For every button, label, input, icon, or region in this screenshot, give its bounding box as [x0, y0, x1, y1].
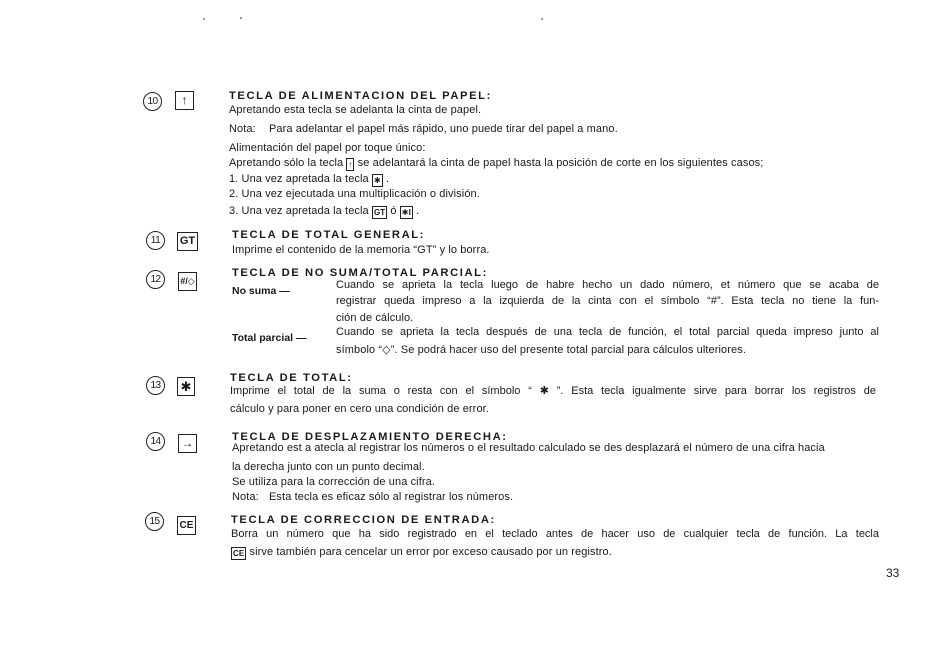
text-line: Borra un número que ha sido registrado en el teclado antes de hacer uso de cualquier tecla de función. La tecla: [231, 528, 879, 540]
clear-entry-key-icon: CE: [177, 516, 196, 535]
section-title: TECLA DE DESPLAZAMIENTO DERECHA:: [232, 431, 508, 443]
total-key-icon: ✱: [373, 176, 381, 185]
gt-key-icon: GT: [373, 208, 386, 217]
right-shift-arrow-icon: →: [178, 434, 197, 453]
text-line: registrar queda impreso a la izquierda de la cinta con el símbolo “#”. Esta tecla no tiene la fun-: [336, 295, 879, 307]
scan-speck: [240, 17, 242, 19]
section-title: TECLA DE CORRECCION DE ENTRADA:: [231, 514, 496, 526]
list-item: [229, 173, 389, 187]
text-line: cálculo y para poner en cero una condición de error.: [230, 403, 489, 415]
text-line: Imprime el contenido de la memoria “GT” y lo borra.: [232, 244, 490, 256]
section-number-13: 13: [146, 376, 165, 395]
text-line: ción de cálculo.: [336, 312, 414, 324]
text-fragment: se adelantará la cinta de papel hasta la posición de corte en los siguientes casos;: [357, 157, 764, 169]
paper-feed-key-icon: [175, 91, 194, 110]
text-line: Cuando se aprieta la tecla después de una tecla de función, el total parcial queda impreso junto al: [336, 326, 879, 338]
non-add-subtotal-key-icon: #/◇: [178, 272, 197, 291]
section-number-12: 12: [146, 270, 165, 289]
text-line: símbolo “◇”. Se podrá hacer uso del presente total parcial para cálculos ulteriores.: [336, 344, 747, 356]
section-title: TECLA DE ALIMENTACION DEL PAPEL:: [229, 90, 492, 102]
list-item-text: 1. Una vez apretada la tecla: [229, 173, 369, 185]
section-title: TECLA DE NO SUMA/TOTAL PARCIAL:: [232, 267, 488, 279]
note-text: Para adelantar el papel más rápido, uno puede tirar del papel a mano.: [269, 123, 618, 135]
text-fragment: sirve también para cencelar un error por exceso causado por un registro.: [249, 546, 612, 558]
text-line: Se utiliza para la corrección de una cifra.: [232, 476, 436, 488]
text-line: Apretando esta tecla se adelanta la cinta de papel.: [229, 104, 482, 116]
list-item-text: 3. Una vez apretada la tecla: [229, 205, 369, 217]
text-line: [231, 546, 612, 560]
text-line: Imprime el total de la suma o resta con el símbolo “ ✱ ”. Esta tecla igualmente sirve para borrar los registros de: [230, 385, 876, 397]
scan-speck: [541, 18, 543, 20]
section-title: TECLA DE TOTAL GENERAL:: [232, 229, 426, 241]
punctuation: .: [416, 205, 420, 217]
note-label: Nota:: [232, 491, 259, 503]
list-item: 2. Una vez ejecutada una multiplicación o división.: [229, 188, 480, 200]
section-title: TECLA DE TOTAL:: [230, 372, 353, 384]
text-line: Apretando est a atecla al registrar los números o el resultado calculado se des desplazará el número de una cifra hacia: [232, 442, 825, 454]
scan-speck: [203, 18, 205, 20]
text-fragment: Apretando sólo la tecla: [229, 157, 344, 169]
text-line: [229, 157, 763, 171]
page-number: 33: [886, 566, 900, 580]
punctuation: .: [385, 173, 390, 185]
text-line: Cuando se aprieta la tecla luego de habre hecho un dado número, et número que se acaba de: [336, 279, 879, 291]
term-label: Total parcial —: [232, 332, 307, 344]
note-label: Nota:: [229, 123, 256, 135]
list-item: [229, 205, 419, 219]
section-number-10: 10: [143, 92, 162, 111]
note-text: Esta tecla es eficaz sólo al registrar los números.: [269, 491, 514, 503]
section-number-14: 14: [146, 432, 165, 451]
section-number-15: 15: [145, 512, 164, 531]
section-number-11: 11: [146, 231, 165, 250]
text-line: Alimentación del papel por toque único:: [229, 142, 426, 154]
clear-entry-key-icon: CE: [233, 549, 245, 558]
gt-key-icon: GT: [177, 232, 198, 251]
total-key-icon: ✱: [177, 377, 195, 396]
term-label: No suma —: [232, 285, 290, 297]
text-line: la derecha junto con un punto decimal.: [232, 461, 425, 473]
paper-feed-arrow-icon: ↑: [181, 93, 188, 107]
subtotal-key-icon: ✱I: [401, 208, 411, 217]
conjunction: ó: [390, 205, 397, 217]
paper-feed-key-icon: ↑: [348, 160, 353, 169]
